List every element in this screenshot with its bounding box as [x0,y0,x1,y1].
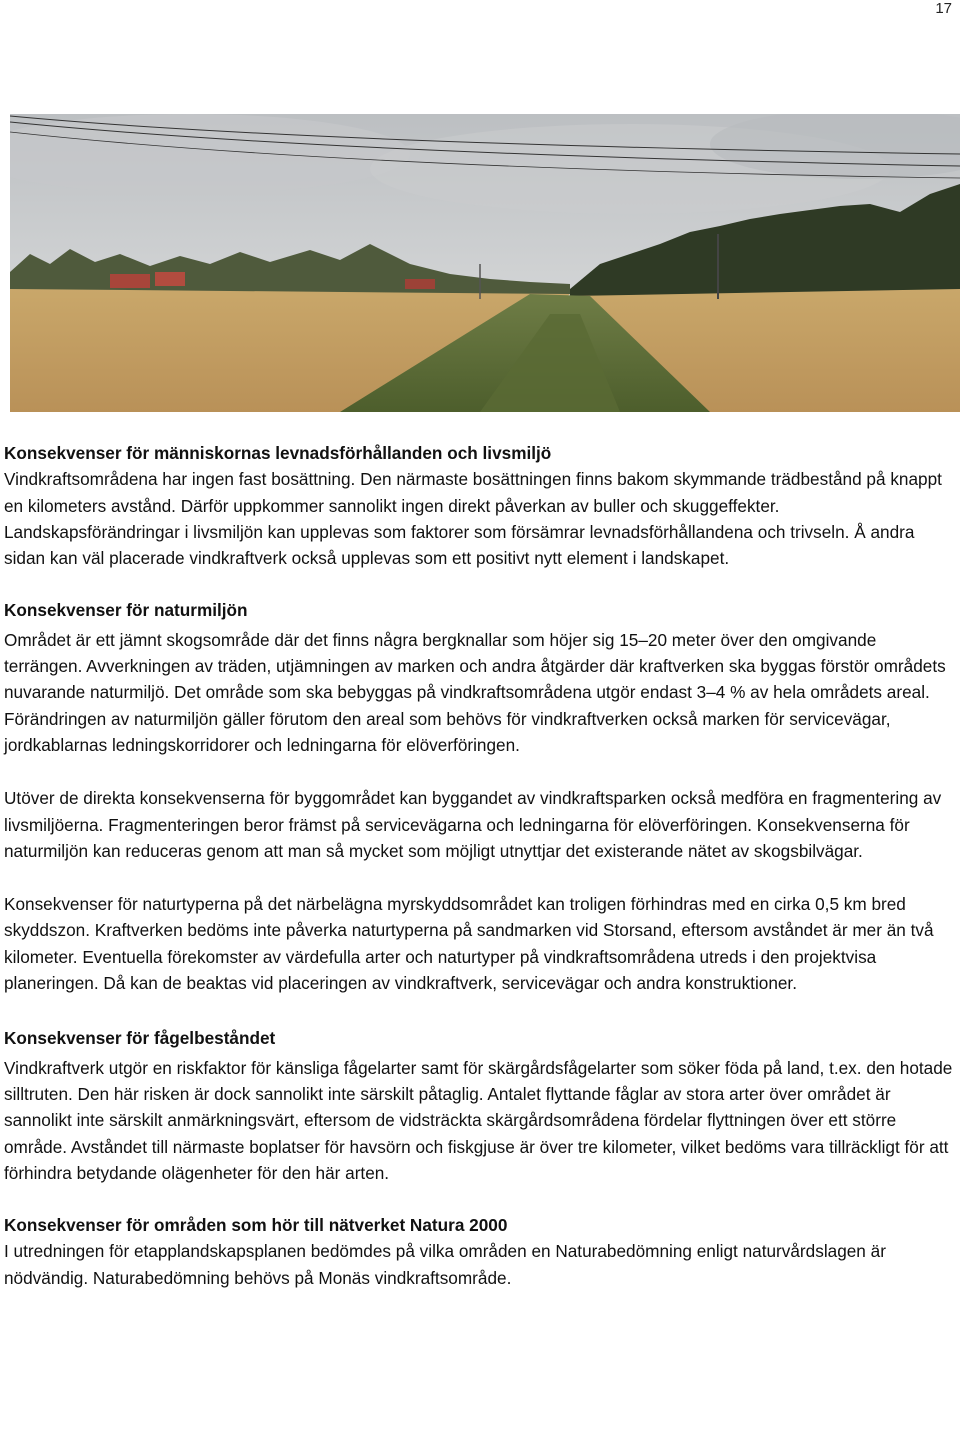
section-paragraph: Utöver de direkta konsekvenserna för byggområdet kan byggandet av vindkraftsparken också medföra en fragmentering av livsmiljöerna. Fragmenteringen beror främst på servicevägarna och ledningarna för elöverföringen. Konsekvenserna för naturmiljön kan reduceras genom att man så mycket som möjligt utnyttjar det existerande nätet av skogsbilvägar. [4,788,942,861]
section-heading: Konsekvenser för områden som hör till nätverket Natura 2000 [4,1215,508,1236]
section-paragraph: I utredningen för etapplandskapsplanen bedömdes på vilka områden en Naturabedömning enligt naturvårdslagen är nödvändig. Naturabedömning behövs på Monäs vindkraftsområde. [4,1241,886,1288]
section-heading: Konsekvenser för naturmiljön [4,600,248,621]
section-living-conditions [4,440,954,571]
landscape-photo-image [10,114,960,412]
section-paragraph: Vindkraftverk utgör en riskfaktor för känsliga fågelarter samt för skärgårdsfågelarter som söker föda på land, t.ex. den hotade silltruten. Den här risken är dock sannolikt inte särskilt påtaglig. Antalet flyttande fåglar av stora arter över området är sannolikt inte särskilt anmärkningsvärt, eftersom de vidsträckta skärgårdsområdena fördelar flyttningen över ett större område. Avståndet till närmaste boplatser för havsörn och fiskgjuse är över tre kilometer, vilket bedöms vara tillräckligt för att förhindra betydande olägenheter för den här arten. [4,1057,953,1183]
landscape-photo [10,114,960,412]
section-paragraph: Området är ett jämnt skogsområde där det finns några bergknallar som höjer sig 15–20 meter över den omgivande terrängen. Avverkningen av träden, utjämningen av marken och andra åtgärder där kraftverken ska byggas förstör områdets nuvarande naturmiljö. Det område som ska bebyggas på vindkraftsområdena utgör endast 3–4 % av hela områdets areal. Förändringen av naturmiljön gäller förutom den areal som behövs för vindkraftverken också marken för servicevägar, jordkablarnas ledningskorridorer och ledningarna för elöverföringen. [4,629,946,755]
document-body [4,440,954,1291]
section-heading: Konsekvenser för fågelbeståndet [4,1028,276,1049]
section-nature-environment [4,597,954,996]
section-paragraph: Konsekvenser för naturtyperna på det närbelägna myrskyddsområdet kan troligen förhindras med en cirka 0,5 km bred skyddszon. Kraftverken bedöms inte påverka naturtyperna på sandmarken vid Storsand, eftersom avståndet är mer än två kilometer. Eventuella förekomster av värdefulla arter och naturtyper på vindkraftsområdena utreds i den projektvisa planeringen. Då kan de beaktas vid placeringen av vindkraftverk, servicevägar och andra konstruktioner. [4,894,934,994]
section-natura-2000 [4,1212,954,1291]
page-number: 17 [935,0,952,17]
section-paragraph: Vindkraftsområdena har ingen fast bosättning. Den närmaste bosättningen finns bakom skymmande trädbestånd på knappt en kilometers avstånd. Därför uppkommer sannolikt ingen direkt påverkan av buller och skuggeffekter. Landskapsförändringar i livsmiljön kan upplevas som faktorer som försämrar levnadsförhållandena och trivseln. Å andra sidan kan väl placerade vindkraftverk också upplevas som ett positivt nytt element i landskapet. [4,469,942,569]
section-birds [4,1025,954,1186]
section-heading: Konsekvenser för människornas levnadsförhållanden och livsmiljö [4,443,552,463]
